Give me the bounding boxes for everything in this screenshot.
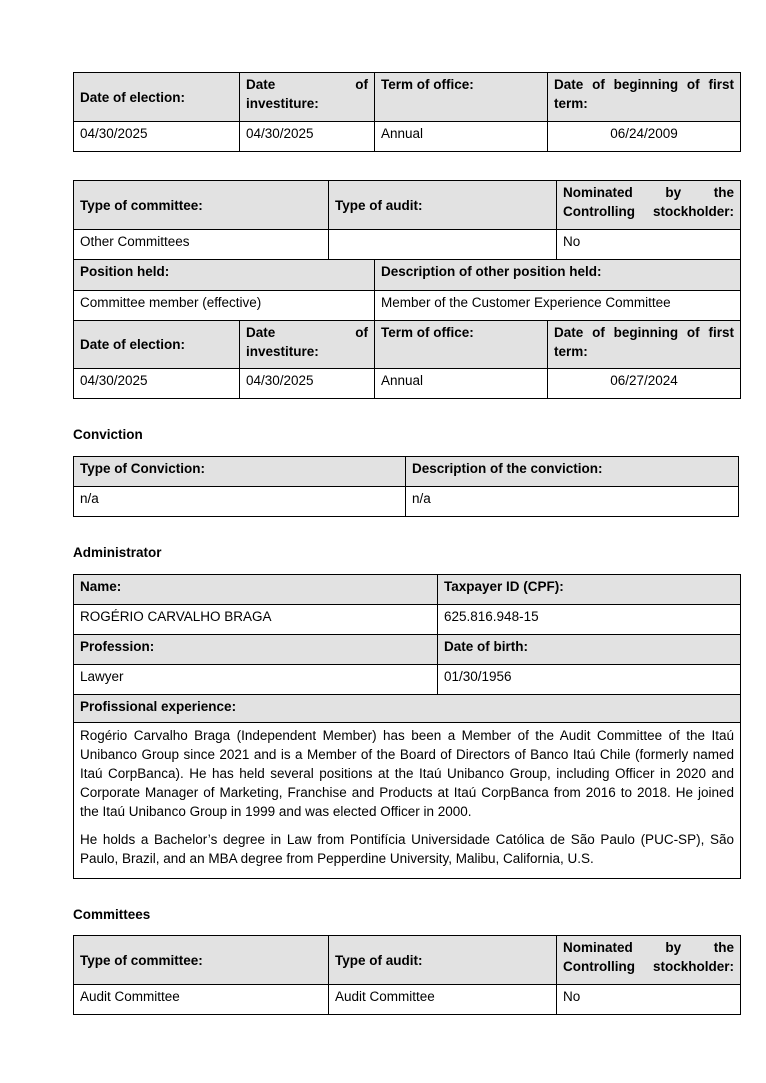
cell-profession: Lawyer — [74, 665, 438, 695]
experience-paragraph-2: He holds a Bachelor’s degree in Law from Pontifícia Universidade Católica de São Paulo (PUC-SP), São Paulo, Brazil, and an MBA degree from Pepperdine University, Malibu, California, U.S. — [80, 832, 734, 866]
header-description-conviction: Description of the conviction: — [406, 457, 739, 487]
cell-date-of-election: 04/30/2025 — [74, 122, 240, 152]
cell-date-of-investiture-2: 04/30/2025 — [240, 369, 375, 399]
cell-date-of-election-2: 04/30/2025 — [74, 369, 240, 399]
cell-date-of-birth: 01/30/1956 — [438, 665, 741, 695]
conviction-title: Conviction — [73, 427, 143, 442]
committees-title: Committees — [73, 907, 151, 922]
header-professional-experience: Profissional experience: — [74, 695, 741, 723]
header-date-of-investiture: Date of investiture: — [240, 73, 375, 122]
committees-table — [73, 935, 740, 1015]
cell-type-of-committee: Other Committees — [74, 230, 329, 260]
cell-nominated-2: No — [557, 985, 741, 1015]
header-type-of-committee-2: Type of committee: — [74, 936, 329, 985]
cell-description-other-position: Member of the Customer Experience Committee — [375, 290, 741, 320]
header-type-of-audit-2: Type of audit: — [329, 936, 557, 985]
header-date-of-election-2: Date of election: — [74, 321, 240, 369]
header-cpf: Taxpayer ID (CPF): — [438, 575, 741, 605]
conviction-table — [73, 456, 738, 517]
header-nominated-by-controlling-2: Nominated by the Controlling stockholder: — [557, 936, 741, 985]
committee-table-1 — [73, 180, 740, 399]
header-type-of-committee: Type of committee: — [74, 181, 329, 230]
cell-date-first-term: 06/24/2009 — [548, 122, 741, 152]
cell-nominated: No — [557, 230, 741, 260]
cell-type-of-audit — [329, 230, 557, 260]
cell-type-of-audit-2: Audit Committee — [329, 985, 557, 1015]
cell-term-of-office-2: Annual — [375, 369, 548, 399]
header-date-of-election: Date of election: — [74, 73, 240, 122]
cell-name: ROGÉRIO CARVALHO BRAGA — [74, 605, 438, 635]
header-position-held: Position held: — [74, 260, 375, 290]
header-date-first-term-2: Date of beginning of first term: — [548, 321, 741, 369]
election-table-1 — [73, 72, 740, 152]
experience-paragraph-1: Rogério Carvalho Braga (Independent Member) has been a Member of the Audit Committee of the Itaú Unibanco Group since 2021 and is a Member of the Board of Directors of Banco Itaú Chile (formerly named Itaú CorpBanca). He has held several positions at the Itaú Unibanco Group, including Officer in 2020 and Corporate Manager of Marketing, Franchise and Products at Itaú CorpBanca from 2016 to 2018. He joined the Itaú Unibanco Group in 1999 and was elected Officer in 2000. — [80, 728, 734, 819]
header-nominated-by-controlling: Nominated by the Controlling stockholder: — [557, 181, 741, 230]
cell-cpf: 625.816.948-15 — [438, 605, 741, 635]
cell-position-held: Committee member (effective) — [74, 290, 375, 320]
cell-type-of-committee-2: Audit Committee — [74, 985, 329, 1015]
header-type-of-conviction: Type of Conviction: — [74, 457, 406, 487]
header-type-of-audit: Type of audit: — [329, 181, 557, 230]
cell-date-of-investiture: 04/30/2025 — [240, 122, 375, 152]
header-date-of-birth: Date of birth: — [438, 635, 741, 665]
administrator-title: Administrator — [73, 545, 162, 560]
header-name: Name: — [74, 575, 438, 605]
cell-term-of-office: Annual — [375, 122, 548, 152]
cell-description-conviction: n/a — [406, 487, 739, 517]
header-date-first-term: Date of beginning of first term: — [548, 73, 741, 122]
header-description-other-position: Description of other position held: — [375, 260, 741, 290]
header-term-of-office: Term of office: — [375, 73, 548, 122]
cell-type-of-conviction: n/a — [74, 487, 406, 517]
administrator-table — [73, 574, 740, 879]
header-date-of-investiture-2: Date of investiture: — [240, 321, 375, 369]
header-profession: Profession: — [74, 635, 438, 665]
cell-date-first-term-2: 06/27/2024 — [548, 369, 741, 399]
header-term-of-office-2: Term of office: — [375, 321, 548, 369]
cell-professional-experience — [74, 723, 741, 879]
